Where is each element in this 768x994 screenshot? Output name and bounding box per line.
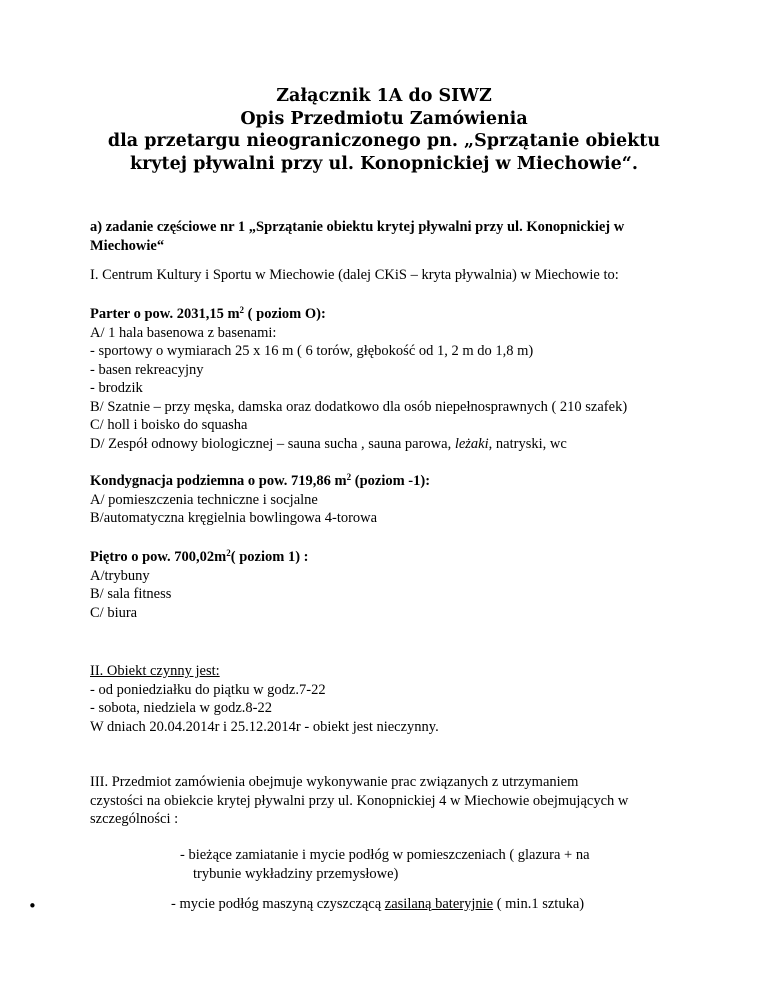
title-line: dla przetargu nieograniczonego pn. „Sprzątanie obiektu	[107, 131, 661, 151]
task-heading: a) zadanie częściowe nr 1 „Sprzątanie obiektu krytej pływalni przy ul. Konopnickiej w Miechowie“	[90, 219, 625, 254]
list-item: A/ pomieszczenia techniczne i socjalne	[90, 491, 318, 508]
list-item: - od poniedziałku do piątku w godz.7-22	[90, 681, 326, 698]
list-item: B/ Szatnie – przy męska, damska oraz dodatkowo dla osób niepełnosprawnych ( 210 szafek)	[90, 398, 628, 415]
floor-heading: Piętro o pow. $700,02m^2$( poziom 1) :	[90, 548, 309, 565]
list-item: B/ sala fitness	[90, 586, 172, 602]
title-line: Opis Przedmiotu Zamówienia	[240, 108, 528, 129]
list-item: - sobota, niedziela w godz.8-22	[90, 700, 273, 716]
title-line: Załącznik 1A do SIWZ	[276, 86, 492, 106]
parter-block	[90, 305, 690, 453]
parter-heading: Parter o pow. 2031,15 $m^2$ ( poziom O):	[90, 305, 326, 322]
list-item: C/ holl i boisko do squasha	[90, 417, 248, 433]
document-title	[60, 85, 708, 175]
list-item: A/trybuny	[90, 567, 150, 584]
list-item: W dniach 20.04.2014r i 25.12.2014r - obiekt jest nieczynny.	[90, 718, 439, 735]
list-item: - brodzik	[90, 380, 143, 396]
list-item: D/ Zespół odnowy biologicznej – sauna sucha , sauna parowa, leżaki, natryski, wc	[90, 435, 567, 452]
list-item: C/ biura	[90, 604, 138, 621]
bullet-marker: •	[28, 897, 37, 915]
section-2-heading: II. Obiekt czynny jest:	[90, 663, 220, 679]
list-item: - bieżące zamiatanie i mycie podłóg w pomieszczeniach ( glazura + na trybunie wykładziny przemysłowe)	[180, 847, 590, 882]
list-item: - basen rekreacyjny	[90, 361, 204, 378]
list-item: A/ 1 hala basenowa z basenami:	[90, 324, 277, 341]
section-1-intro: I. Centrum Kultury i Sportu w Miechowie (dalej CKiS – kryta pływalnia) w Miechowie to:	[90, 267, 619, 283]
section-2-block	[90, 662, 690, 736]
underground-heading: Kondygnacja podziemna o pow. 719,86 $m^2$ (poziom -1):	[90, 472, 431, 489]
floor-block	[90, 548, 690, 622]
title-line: krytej pływalni przy ul. Konopnickiej w Miechowie“.	[130, 153, 638, 174]
list-item: - mycie podłóg maszyną czyszczącą zasilaną bateryjnie ( min.1 sztuka)	[171, 896, 585, 912]
list-item: B/automatyczna kręgielnia bowlingowa 4-torowa	[90, 510, 378, 526]
underground-block	[90, 472, 690, 528]
section-3-intro: III. Przedmiot zamówienia obejmuje wykonywanie prac związanych z utrzymaniem czystości na obiekcie krytej pływalni przy ul. Konopnickiej 4 w Miechowie obejmujących w szczególności :	[90, 774, 629, 827]
list-item: - sportowy o wymiarach 25 x 16 m ( 6 torów, głębokość od 1, 2 m do 1,8 m)	[90, 343, 534, 359]
